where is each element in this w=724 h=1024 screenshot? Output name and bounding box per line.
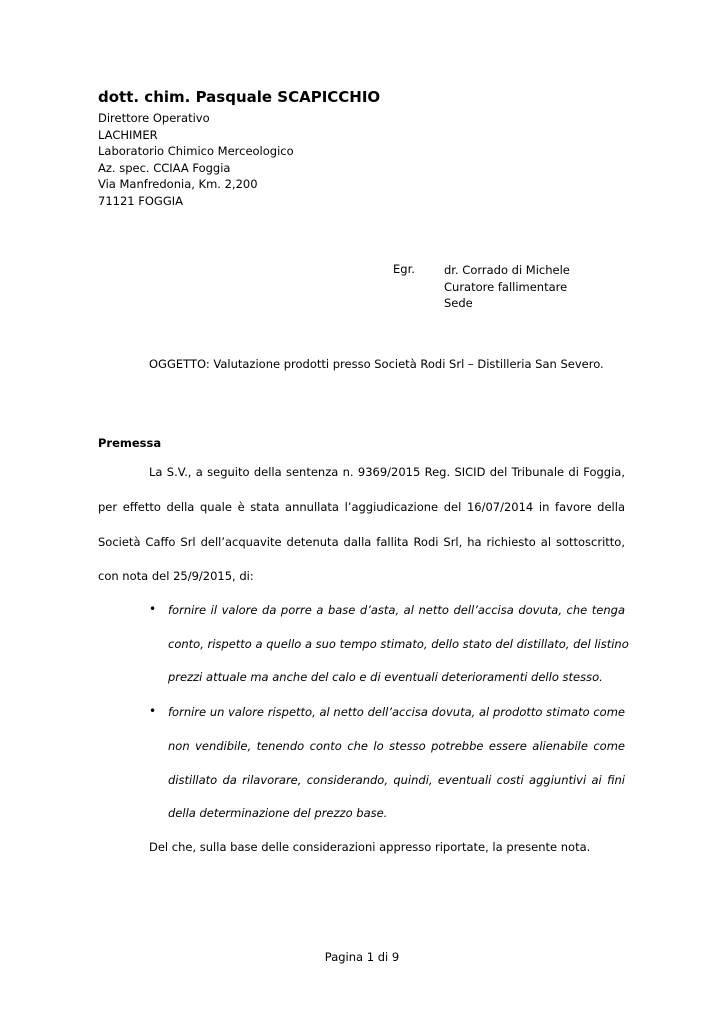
bullet-line: conto, rispetto a quello a suo tempo stimato, dello stato del distillato, del listino xyxy=(168,637,629,651)
recipient-block xyxy=(444,262,570,312)
sender-line: Az. spec. CCIAA Foggia xyxy=(98,160,231,175)
sender-block xyxy=(98,110,294,210)
closing-line: Del che, sulla base delle considerazioni appresso riportate, la presente nota. xyxy=(149,840,591,854)
sender-line: Direttore Operativo xyxy=(98,111,210,125)
sender-line: Via Manfredonia, Km. 2,200 xyxy=(98,177,258,192)
recipient-line: dr. Corrado di Michele xyxy=(444,263,570,277)
bullet-line: non vendibile, tenendo conto che lo stesso potrebbe essere alienabile come xyxy=(168,739,625,753)
section-heading: Premessa xyxy=(98,436,162,450)
recipient-line: Sede xyxy=(444,296,473,310)
bullet-icon: • xyxy=(149,704,157,718)
page-number: Pagina 1 di 9 xyxy=(324,950,400,964)
bullet-line: fornire un valore rispetto, al netto dell’accisa dovuta, al prodotto stimato come xyxy=(168,705,625,719)
sender-line: Laboratorio Chimico Merceologico xyxy=(98,144,294,159)
body-line: per effetto della quale è stata annullata l’aggiudicazione del 16/07/2014 in favore della xyxy=(98,500,625,514)
recipient-line: Curatore fallimentare xyxy=(444,279,568,294)
body-line: con nota del 25/9/2015, di: xyxy=(98,569,254,583)
subject-line: OGGETTO: Valutazione prodotti presso Società Rodi Srl – Distilleria San Severo. xyxy=(149,357,604,371)
body-line: La S.V., a seguito della sentenza n. 9369/2015 Reg. SICID del Tribunale di Foggia, xyxy=(149,465,625,479)
bullet-icon: • xyxy=(149,602,157,616)
sender-line: 71121 FOGGIA xyxy=(98,193,183,208)
sender-line: LACHIMER xyxy=(98,127,158,142)
bullet-line: prezzi attuale ma anche del calo e di eventuali deterioramenti dello stesso. xyxy=(168,670,603,684)
author-title: dott. chim. Pasquale SCAPICCHIO xyxy=(98,88,381,106)
recipient-salutation: Egr. xyxy=(393,262,415,276)
bullet-line: della determinazione del prezzo base. xyxy=(168,806,388,820)
body-line: Società Caffo Srl dell’acquavite detenuta dalla fallita Rodi Srl, ha richiesto al sottoscritto, xyxy=(98,535,625,549)
bullet-line: fornire il valore da porre a base d’asta, al netto dell’accisa dovuta, che tenga xyxy=(168,603,625,617)
bullet-line: distillato da rilavorare, considerando, quindi, eventuali costi aggiuntivi ai fini xyxy=(168,773,625,787)
